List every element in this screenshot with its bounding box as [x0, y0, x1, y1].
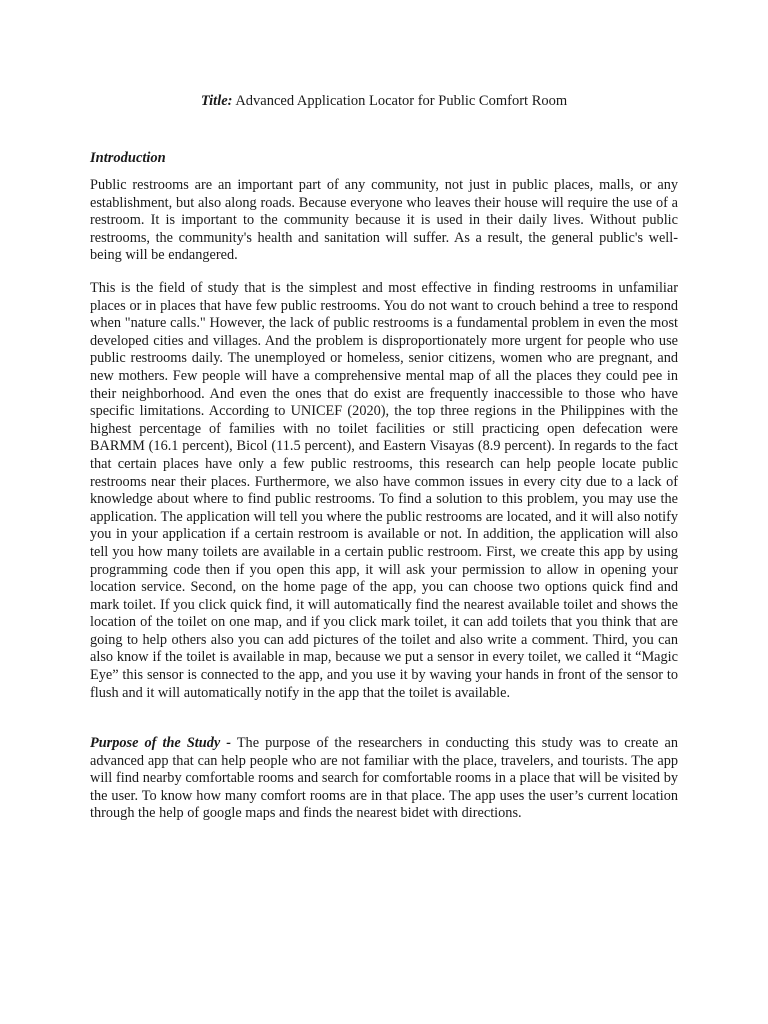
purpose-paragraph [90, 735, 678, 823]
introduction-heading: Introduction [90, 150, 166, 166]
purpose-text: The purpose of the researchers in conducting this study was to create an advanced app that can help people who are not familiar with the place, travelers, and tourists. The app will find nearby comfortable rooms and search for comfortable rooms in a place that will be visited by the user. To know how many comfort rooms are in that place. The app uses the user’s current location through the help of google maps and finds the nearest bidet with directions. [90, 735, 678, 822]
introduction-paragraph-1: Public restrooms are an important part of any community, not just in public places, malls, or any establishment, but also along roads. Because everyone who leaves their house will require the use of a restroom. It is important to the community because it is used in their daily lives. Without public restrooms, the community's health and sanitation will suffer. As a result, the general public's well-being will be endangered. [90, 177, 678, 264]
introduction-paragraph-2: This is the field of study that is the simplest and most effective in finding restrooms in unfamiliar places or in places that have few public restrooms. You do not want to crouch behind a tree to respond when "nature calls." However, the lack of public restrooms is a fundamental problem in even the most developed cities and villages. And the problem is disproportionately more urgent for people who use public restrooms daily. The unemployed or homeless, senior citizens, women who are pregnant, and new mothers. Few people will have a comprehensive mental map of all the places they could pee in their neighborhood. And even the ones that do exist are frequently inaccessible to those who have specific limitations. According to UNICEF (2020), the top three regions in the Philippines with the highest percentage of families with no toilet facilities or still practicing open defecation were BARMM (16.1 percent), Bicol (11.5 percent), and Eastern Visayas (8.9 percent). In regards to the fact that certain places have only a few public restrooms, this research can help people locate public restrooms near their places. Furthermore, we also have common issues in every city due to a lack of knowledge about where to find public restrooms. To find a solution to this problem, you may use the application. The application will tell you where the public restrooms are located, and it will also notify you in your application if a certain restroom is available or not. In addition, the application will also tell you how many toilets are available in a certain public restroom. First, we create this app by using programming code then if you open this app, it will ask your permission to allow in opening your location service. Second, on the home page of the app, you can choose two options quick find and mark toilet. If you click quick find, it will automatically find the nearest available toilet and shows the location of the toilet on one map, and if you click mark toilet, it can add toilets that you think that are going to help others also you can add pictures of the toilet and also write a comment. Third, you can also know if the toilet is available in map, because we put a sensor in every toilet, we called it “Magic Eye” this sensor is connected to the app, and you use it by waving your hands in front of the sensor to flush and it will automatically notify in the app that the toilet is available. [90, 280, 678, 701]
title-text: Advanced Application Locator for Public Comfort Room [232, 93, 568, 109]
document-title [90, 92, 678, 110]
purpose-label: Purpose of the Study - [90, 735, 232, 751]
title-label: Title: [200, 93, 233, 109]
